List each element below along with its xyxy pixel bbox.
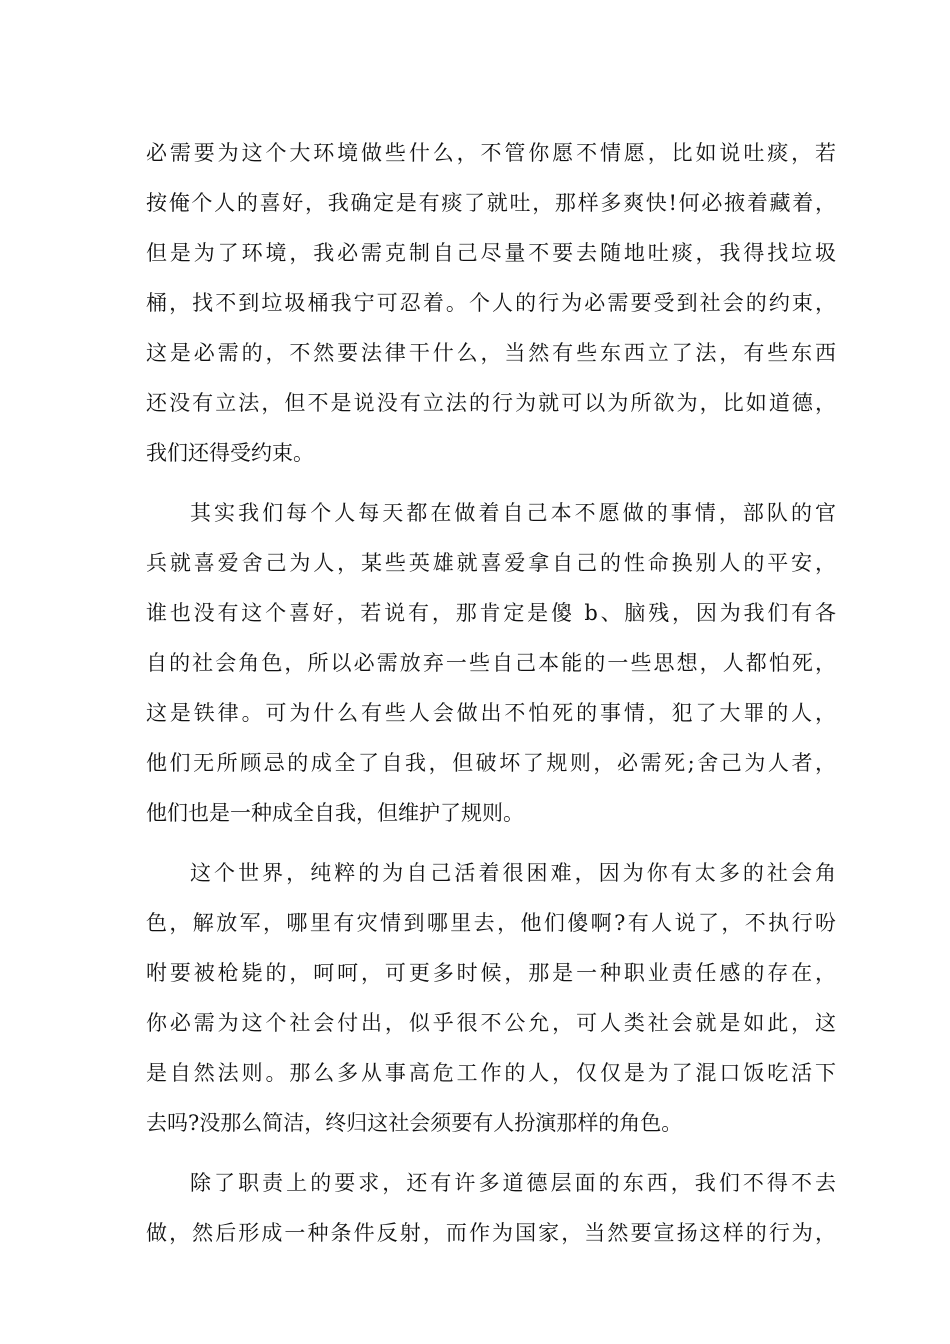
paragraph-2 — [146, 488, 836, 838]
paragraph-gap — [146, 838, 836, 848]
document-body — [146, 128, 836, 1258]
text-line: 这个世界，纯粹的为自己活着很困难，因为你有太多的社会角 — [190, 861, 836, 885]
text-line: 其实我们每个人每天都在做着自己本不愿做的事情，部队的官 — [190, 501, 836, 525]
text-line: 咐要被枪毙的，呵呵，可更多时候，那是一种职业责任感的存在， — [146, 961, 836, 985]
paragraph-gap — [146, 478, 836, 488]
text-line: 还没有立法，但不是说没有立法的行为就可以为所欲为，比如道德， — [146, 391, 836, 415]
text-line: 谁也没有这个喜好，若说有，那肯定是傻 b、脑残，因为我们有各 — [146, 601, 836, 625]
text-line: 必需要为这个大环境做些什么，不管你愿不情愿，比如说吐痰，若 — [146, 141, 836, 165]
text-line: 你必需为这个社会付出，似乎很不公允，可人类社会就是如此，这 — [146, 1011, 836, 1035]
text-line: 做，然后形成一种条件反射，而作为国家，当然要宣扬这样的行为， — [146, 1221, 836, 1245]
text-line: 除了职责上的要求，还有许多道德层面的东西，我们不得不去 — [190, 1171, 836, 1195]
text-line: 兵就喜爱舍己为人，某些英雄就喜爱拿自己的性命换别人的平安， — [146, 551, 836, 575]
text-line: 这是铁律。可为什么有些人会做出不怕死的事情，犯了大罪的人， — [146, 701, 836, 725]
text-line: 是自然法则。那么多从事高危工作的人，仅仅是为了混口饭吃活下 — [146, 1061, 836, 1085]
text-line: 这是必需的，不然要法律干什么，当然有些东西立了法，有些东西 — [146, 341, 836, 365]
text-line: 他们也是一种成全自我，但维护了规则。 — [146, 801, 524, 825]
text-line: 按俺个人的喜好，我确定是有痰了就吐，那样多爽快!何必掖着藏着， — [146, 191, 836, 215]
text-line: 但是为了环境，我必需克制自己尽量不要去随地吐痰，我得找垃圾 — [146, 241, 836, 265]
text-line: 他们无所顾忌的成全了自我，但破坏了规则，必需死;舍己为人者， — [146, 751, 836, 775]
text-line: 自的社会角色，所以必需放弃一些自己本能的一些思想，人都怕死， — [146, 651, 836, 675]
paragraph-1 — [146, 128, 836, 478]
text-line: 桶，找不到垃圾桶我宁可忍着。个人的行为必需要受到社会的约束， — [146, 291, 836, 315]
text-line: 我们还得受约束。 — [146, 441, 314, 465]
paragraph-3 — [146, 848, 836, 1148]
text-line: 去吗?没那么简洁，终归这社会须要有人扮演那样的角色。 — [146, 1111, 683, 1135]
paragraph-4 — [146, 1158, 836, 1258]
paragraph-gap — [146, 1148, 836, 1158]
text-line: 色，解放军，哪里有灾情到哪里去，他们傻啊?有人说了，不执行吩 — [146, 911, 836, 935]
